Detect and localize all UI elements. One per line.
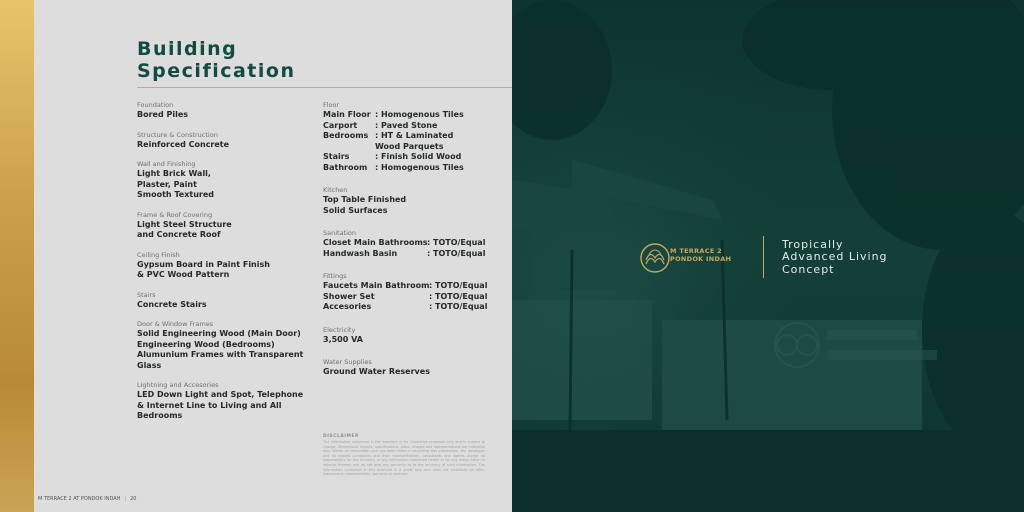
logo-line-1: M TERRACE 2	[670, 247, 722, 255]
footer-separator: |	[124, 496, 127, 502]
floor-value: : Homogenous Tiles	[375, 162, 464, 172]
fittings-row	[323, 281, 503, 292]
spec-label: Fittings	[323, 272, 347, 280]
sanitation-value: : TOTO/Equal	[427, 248, 486, 258]
floor-row	[323, 110, 503, 121]
spec-water	[323, 357, 503, 378]
spec-door-window	[137, 319, 312, 371]
sanitation-value: : TOTO/Equal	[427, 238, 486, 247]
spec-label: Water Supplies	[323, 358, 372, 366]
spec-wall	[137, 159, 312, 201]
floor-value: : Homogenous Tiles	[375, 110, 464, 119]
building-photo-overlay	[512, 0, 1024, 512]
spec-structure	[137, 130, 312, 151]
spec-label: Electricity	[323, 325, 356, 334]
spec-value: Concrete Stairs	[137, 299, 207, 309]
title-divider	[137, 87, 512, 88]
floor-key: Stairs	[323, 152, 350, 161]
spec-label: Kitchen	[323, 186, 348, 194]
lotus-emblem-icon	[640, 240, 670, 276]
spec-value: Ground Water Reserves	[323, 367, 430, 376]
floor-value: : Finish Solid Wood	[375, 152, 462, 161]
sanitation-row	[323, 238, 503, 249]
spec-stairs	[137, 290, 312, 311]
fittings-value: : TOTO/Equal	[429, 281, 488, 290]
spec-value: Reinforced Concrete	[137, 139, 230, 149]
page-title: Building Specification	[137, 38, 296, 82]
fittings-value: : TOTO/Equal	[429, 302, 488, 311]
spec-fittings	[323, 271, 503, 313]
floor-key: Carport	[323, 120, 358, 130]
spec-frame-roof	[137, 210, 312, 241]
fittings-key: Shower Set	[323, 291, 375, 301]
floor-value: : Paved Stone	[375, 120, 438, 130]
fittings-key: Faucets Main Bathroom	[323, 281, 430, 290]
spec-value: Bored Piles	[137, 110, 189, 119]
spec-value: Light Brick Wall, Plaster, Paint Smooth Textured	[137, 169, 214, 199]
spec-label: Lightning and Accesories	[137, 381, 219, 389]
footer-project: M TERRACE 2 AT PONDOK INDAH	[38, 496, 121, 502]
floor-row	[323, 121, 503, 132]
spec-label: Sanitation	[323, 229, 357, 237]
fittings-row	[323, 292, 503, 303]
spec-ceiling	[137, 250, 312, 281]
spec-label: Floor	[323, 101, 340, 109]
spec-label: Frame & Roof Covering	[137, 210, 213, 219]
sanitation-key: Closet Main Bathrooms	[323, 238, 428, 247]
disclaimer-text: The information contained in the brochure is for illustrative purposes only and is subject to change. Dimensions, layouts, specifications, plans, images and representations are indicative only. Whilst all reasonable care has been taken in providing this information, the developer and its related companies and their representatives, consultants and agents accept no responsibility for the accuracy of any information contained herein or for any action taken in reliance thereon and do not give any warranty as to the accuracy of such information. The information contained in this brochure is a guide only and does not constitute an offer, inducement, representation, warranty or contract.	[323, 440, 485, 477]
floor-key: Main Floor	[323, 110, 371, 119]
spec-label: Foundation	[137, 101, 174, 109]
page-number: 20	[130, 496, 137, 502]
disclaimer-title: DISCLAIMER	[323, 434, 359, 439]
fittings-row	[323, 302, 503, 313]
spec-column-right	[323, 100, 503, 387]
floor-key: Bedrooms	[323, 131, 369, 140]
tagline: Tropically Advanced Living Concept	[782, 238, 888, 276]
spec-floor	[323, 100, 503, 173]
spec-value: Top Table Finished Solid Surfaces	[323, 195, 407, 215]
spec-value: Gypsum Board in Paint Finish & PVC Wood Pattern	[137, 259, 270, 279]
hero-photo-page	[512, 0, 1024, 512]
spec-label: Ceiling Finish	[137, 250, 180, 259]
disclaimer	[323, 434, 485, 477]
logo-divider	[763, 236, 764, 278]
sanitation-row	[323, 249, 503, 260]
spec-lighting	[137, 380, 312, 422]
spec-column-left	[137, 100, 312, 431]
spec-label: Structure & Construction	[137, 130, 218, 139]
spec-kitchen	[323, 185, 503, 216]
fittings-key: Accesories	[323, 302, 372, 311]
floor-row	[323, 131, 503, 152]
spec-value: LED Down Light and Spot, Telephone & Internet Line to Living and All Bedrooms	[137, 390, 304, 420]
spec-label: Wall and Finishing	[137, 160, 196, 168]
floor-row	[323, 163, 503, 174]
floor-key: Bathroom	[323, 162, 368, 172]
page-footer	[38, 495, 136, 503]
spec-electricity	[323, 325, 503, 346]
spec-value: 3,500 VA	[323, 334, 363, 344]
floor-value: : HT & Laminated Wood Parquets	[375, 131, 454, 151]
spec-label: Door & Window Frames	[137, 320, 214, 328]
sanitation-key: Handwash Basin	[323, 248, 398, 258]
project-logo	[640, 240, 760, 276]
spec-foundation	[137, 100, 312, 121]
spec-value: Solid Engineering Wood (Main Door) Engineering Wood (Bedrooms) Alumunium Frames with Transparent Glass	[137, 329, 304, 370]
gold-edge-strip	[0, 0, 34, 512]
spec-value: Light Steel Structure and Concrete Roof	[137, 219, 232, 239]
spec-label: Stairs	[137, 290, 156, 299]
spec-sanitation	[323, 228, 503, 259]
logo-text	[670, 247, 731, 263]
fittings-value: : TOTO/Equal	[429, 291, 488, 301]
logo-line-2: PONDOK INDAH	[670, 255, 732, 263]
floor-row	[323, 152, 503, 163]
